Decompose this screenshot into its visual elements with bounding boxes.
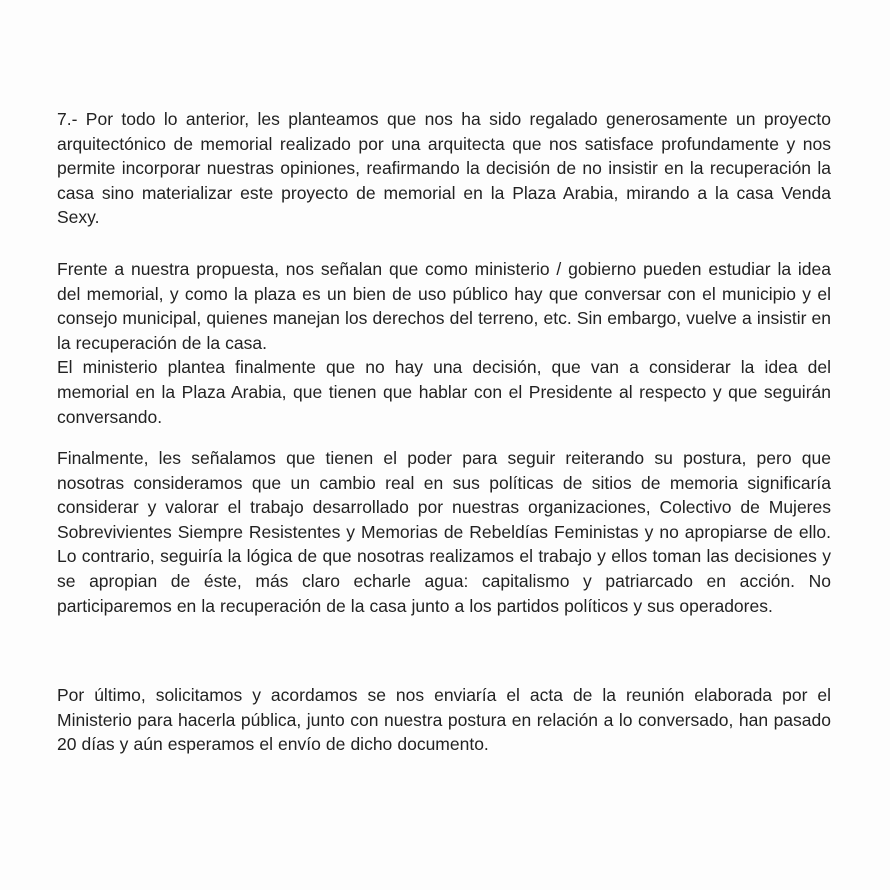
paragraph-finalmente: Finalmente, les señalamos que tienen el poder para seguir reiterando su postura, pero que nosotras consideramos que un cambio real en sus políticas de sitios de memoria significaría considerar y valorar el trabajo desarrollado por nuestras organizaciones, Colectivo de Mujeres Sobrevivientes Siempre Resistentes y Memorias de Rebeldías Feministas y no apropiarse de ello. Lo contrario, seguiría la lógica de que nosotras realizamos el trabajo y ellos toman las decisiones y se apropian de éste, más claro echarle agua: capitalismo y patriarcado en acción. No participaremos en la recuperación de la casa junto a los partidos políticos y sus operadores.	[57, 448, 831, 616]
paragraph-por-ultimo: Por último, solicitamos y acordamos se nos enviaría el acta de la reunión elaborada por el Ministerio para hacerla pública, junto con nuestra postura en relación a lo conversado, han pasado 20 días y aún esperamos el envío de dicho documento.	[57, 685, 831, 755]
paragraph-block-response	[57, 257, 831, 429]
paragraph-frente: Frente a nuestra propuesta, nos señalan que como ministerio / gobierno pueden estudiar la idea del memorial, y como la plaza es un bien de uso público hay que conversar con el municipio y el consejo municipal, quienes manejan los derechos del terreno, etc. Sin embargo, vuelve a insistir en la recuperación de la casa.	[57, 259, 831, 353]
paragraph-ministerio: El ministerio plantea finalmente que no hay una decisión, que van a considerar la idea del memorial en la Plaza Arabia, que tienen que hablar con el Presidente al respecto y que seguirán conversando.	[57, 357, 831, 427]
paragraph-block-finalmente	[57, 446, 831, 618]
paragraph-7: 7.- Por todo lo anterior, les planteamos que nos ha sido regalado generosamente un proyecto arquitectónico de memorial realizado por una arquitecta que nos satisface profundamente y nos permite incorporar nuestras opiniones, reafirmando la decisión de no insistir en la recuperación la casa sino materializar este proyecto de memorial en la Plaza Arabia, mirando a la casa Venda Sexy.	[57, 109, 831, 228]
paragraph-block-por-ultimo	[57, 683, 831, 757]
paragraph-block-7	[57, 107, 831, 230]
